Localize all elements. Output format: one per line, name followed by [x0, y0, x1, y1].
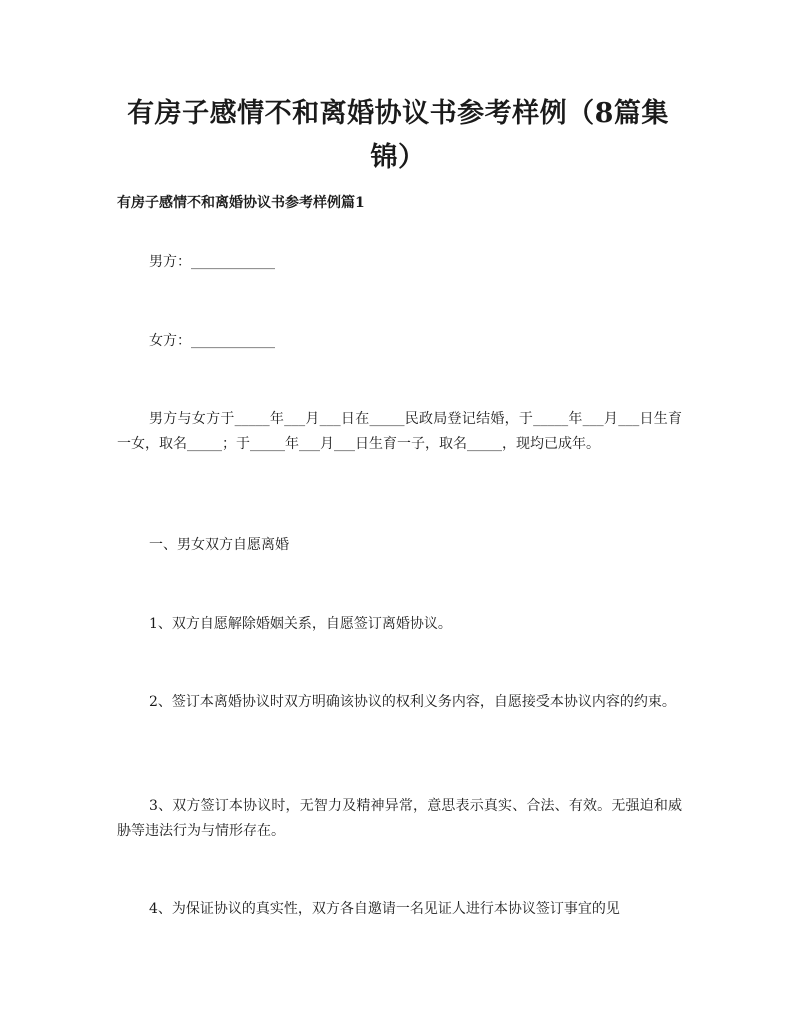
clause-item-1: 1、双方自愿解除婚姻关系，自愿签订离婚协议。 — [149, 616, 452, 632]
female-party-line: 女方：____________ — [149, 333, 275, 349]
document-title: 有房子感情不和离婚协议书参考样例（8篇集锦） — [127, 98, 669, 173]
marriage-intro-paragraph: 男方与女方于_____年___月___日在_____民政局登记结婚，于_____年___月___日生育一女，取名_____；于_____年___月___日生育一子，取名_____，现均已成年。 — [117, 411, 682, 452]
clause-item-4: 4、为保证协议的真实性，双方各自邀请一名见证人进行本协议签订事宜的见 — [149, 901, 620, 917]
clause-item-3: 3、双方签订本协议时，无智力及精神异常，意思表示真实、合法、有效。无强迫和威胁等违法行为与情形存在。 — [117, 798, 682, 839]
section-heading: 有房子感情不和离婚协议书参考样例篇1 — [117, 195, 365, 211]
clause-heading-one: 一、男女双方自愿离婚 — [149, 537, 289, 553]
male-party-line: 男方：____________ — [149, 254, 275, 270]
clause-item-2: 2、签订本离婚协议时双方明确该协议的权利义务内容，自愿接受本协议内容的约束。 — [149, 694, 676, 710]
